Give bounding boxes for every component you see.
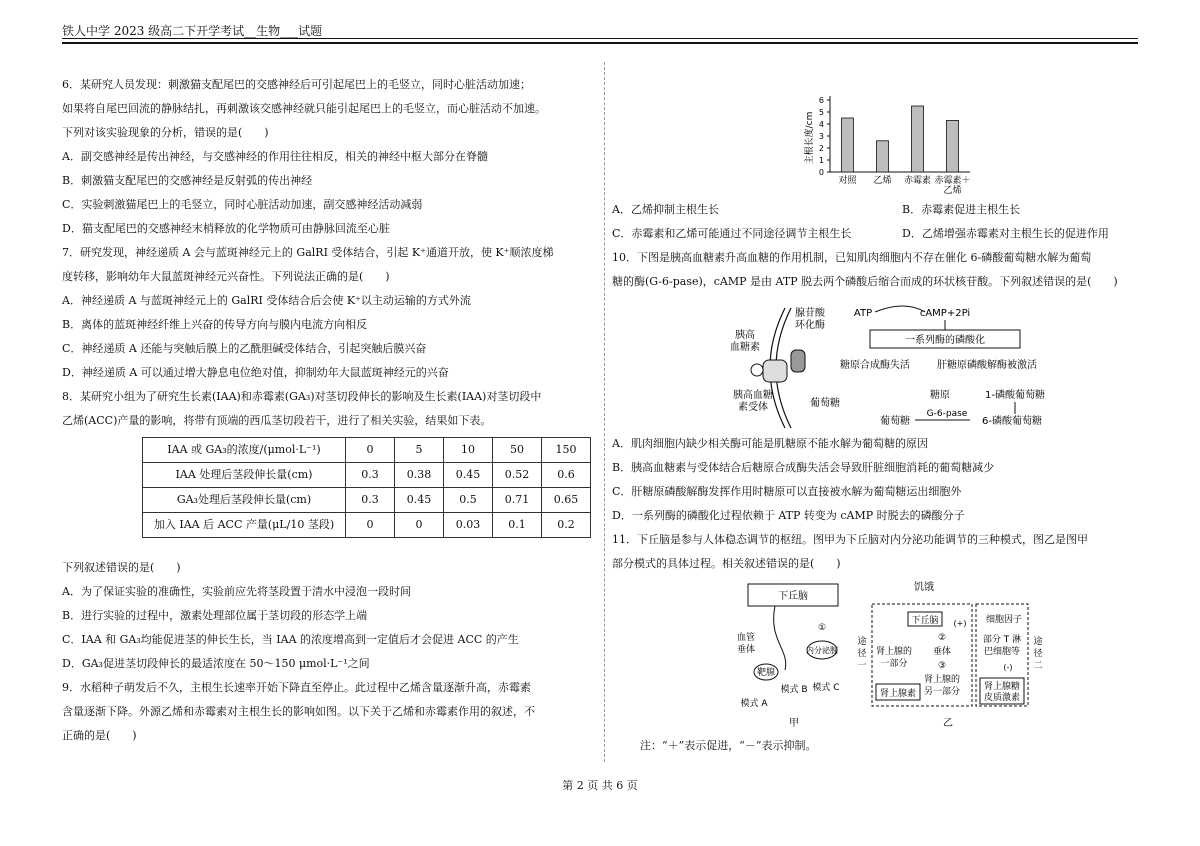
pathway-1-label: 途 xyxy=(857,637,867,647)
cascade-label: 一系列酶的磷酸化 xyxy=(905,335,985,346)
header-rule xyxy=(62,38,1138,39)
q9-option-d: D．乙烯增强赤霉素对主根生长的促进作用 xyxy=(902,227,1109,240)
q9-options-row-1 xyxy=(612,198,1132,222)
hypothalamus-label: 下丘脑 xyxy=(778,591,808,602)
q8-stem-2: 乙烯(ACC)产量的影响，将带有顶端的西瓜茎切段若干，进行了相关实验，结果如下表。 xyxy=(62,414,492,427)
q11-stem-1: 11．下丘脑是参与人体稳态调节的枢纽。图甲为下丘脑对内分泌功能调节的三种模式，图乙是图甲 xyxy=(612,533,1088,546)
mode-b-label: 模式 B xyxy=(780,685,808,695)
q6-option-a: A．副交感神经是传出神经，与交感神经的作用往往相反，相关的神经中枢大部分在脊髓 xyxy=(62,150,488,163)
plus-sign: (+) xyxy=(953,619,967,628)
table-cell: 加入 IAA 后 ACC 产量(μL/10 茎段) xyxy=(143,513,346,538)
q8-stem-1: 8．某研究小组为了研究生长素(IAA)和赤霉素(GA₃)对茎切段伸长的影响及生长素(IAA)对茎切段中 xyxy=(62,390,542,403)
vessel-label: 血管 xyxy=(736,633,756,643)
adenylate-cyclase-label: 腺苷酸 xyxy=(795,308,825,319)
adenylate-cyclase-label-2: 环化酶 xyxy=(795,320,825,331)
table-cell: 0.6 xyxy=(542,463,591,488)
receptor-label-2: 素受体 xyxy=(738,402,768,413)
table-cell: IAA 处理后茎段伸长量(cm) xyxy=(143,463,346,488)
q10-glucagon-diagram xyxy=(725,298,1055,433)
cytokine-label: 细胞因子 xyxy=(985,615,1023,625)
glucose-inside-label: 葡萄糖 xyxy=(880,416,910,427)
y-tick-label: 4 xyxy=(818,120,824,129)
table-cell: 0 xyxy=(346,438,395,463)
table-row xyxy=(143,438,591,463)
q8-data-table xyxy=(142,437,591,538)
q9-options-row-2 xyxy=(612,222,1132,246)
table-row xyxy=(143,488,591,513)
q10-stem-1: 10．下图是胰高血糖素升高血糖的作用机制，已知肌肉细胞内不存在催化 6-磷酸葡萄糖水解为葡萄 xyxy=(612,251,1092,264)
q6-stem-3: 下列对该实验现象的分析，错误的是( ) xyxy=(62,126,269,139)
q7-stem-1: 7．研究发现，神经递质 A 会与蓝斑神经元上的 GalRI 受体结合，引起 K⁺通道开放，使 K⁺顺浓度梯 xyxy=(62,246,554,259)
q8-option-c: C．IAA 和 GA₃均能促进茎的伸长生长，当 IAA 的浓度增高到一定值后才会促进 ACC 的产生 xyxy=(62,633,519,646)
q9-stem-2: 含量逐渐下降。外源乙烯和赤霉素对主根生长的影响如图。以下关于乙烯和赤霉素作用的叙述，不 xyxy=(62,705,535,718)
atp-label: ATP xyxy=(853,308,873,319)
x-tick-label: 乙烯 xyxy=(873,176,892,186)
q9-bar-chart xyxy=(790,90,990,200)
q10-option-b: B．胰高血糖素与受体结合后糖原合成酶失活会导致肝脏细胞消耗的葡萄糖减少 xyxy=(612,461,995,474)
x-ticks xyxy=(838,174,970,196)
q10-option-c: C．肝糖原磷酸解酶发挥作用时糖原可以直接被水解为葡萄糖运出细胞外 xyxy=(612,485,962,498)
hunger-label: 饥饿 xyxy=(914,582,934,593)
circled-3: ③ xyxy=(937,661,947,671)
glucose-outside-label: 葡萄糖 xyxy=(810,398,840,409)
q9-option-c: C．赤霉素和乙烯可能通过不同途径调节主根生长 xyxy=(612,227,852,240)
adrenal-2-label-2: 另一部分 xyxy=(923,687,961,697)
figure-yi-label: 乙 xyxy=(943,718,953,729)
glycogen-label: 糖原 xyxy=(930,390,950,401)
table-cell: 0.38 xyxy=(395,463,444,488)
table-cell: 0 xyxy=(395,513,444,538)
mode-a-label: 模式 A xyxy=(740,699,768,709)
cortisol-label: 肾上腺糖 xyxy=(983,682,1021,692)
mode-c-label: 模式 C xyxy=(812,683,840,693)
camp-label: cAMP+2Pi xyxy=(919,308,971,319)
x-tick-label: 赤霉素＋ xyxy=(934,176,971,186)
figure-jia-label: 甲 xyxy=(789,718,799,729)
bar xyxy=(877,141,889,172)
minus-sign: (-) xyxy=(1003,663,1013,672)
y-tick-label: 1 xyxy=(818,156,824,165)
q11-figure-yi xyxy=(856,578,1066,733)
table-cell: 50 xyxy=(493,438,542,463)
epinephrine-label: 肾上腺素 xyxy=(879,689,917,699)
glucagon-label: 胰高 xyxy=(735,330,755,341)
page-header: 铁人中学 2023 级高二下开学考试__生物___试题 xyxy=(62,24,323,38)
table-row xyxy=(143,463,591,488)
table-cell: GA₃处理后茎段伸长量(cm) xyxy=(143,488,346,513)
phosphorylase-label: 肝糖原磷酸解酶被激活 xyxy=(937,360,1037,371)
target-gland-label: 靶腺 xyxy=(756,668,776,678)
cortisol-label-2: 皮质激素 xyxy=(983,693,1021,703)
circled-1: ① xyxy=(817,623,827,633)
right-column xyxy=(612,198,1142,294)
q10-option-a: A．肌肉细胞内缺少相关酶可能是肌糖原不能水解为葡萄糖的原因 xyxy=(612,437,928,450)
q11-stem-2: 部分模式的具体过程。相关叙述错误的是( ) xyxy=(612,557,841,570)
q8-option-d: D．GA₃促进茎切段伸长的最适浓度在 50～150 μmol·L⁻¹之间 xyxy=(62,657,370,670)
t-cell-label-2: 巴细胞等 xyxy=(983,647,1021,657)
pathway-2-label-3: 二 xyxy=(1033,661,1043,671)
table-cell: 0 xyxy=(346,513,395,538)
table-cell: 0.03 xyxy=(444,513,493,538)
q6-option-d: D．猫支配尾巴的交感神经末梢释放的化学物质可由静脉回流至心脏 xyxy=(62,222,390,235)
pathway-1-label-2: 径 xyxy=(857,649,867,659)
table-cell: 0.2 xyxy=(542,513,591,538)
g6pase-label: G-6-pase xyxy=(926,409,968,419)
y-tick-label: 3 xyxy=(818,132,824,141)
y-axis-label: 主根长度/cm xyxy=(805,111,815,165)
table-cell: 10 xyxy=(444,438,493,463)
table-cell: 0.3 xyxy=(346,488,395,513)
table-cell: 0.1 xyxy=(493,513,542,538)
adrenal-1-label: 肾上腺的 xyxy=(875,647,913,657)
glucagon-label-2: 血糖素 xyxy=(730,342,760,353)
circled-2: ② xyxy=(937,633,947,643)
q8-option-b: B．进行实验的过程中，激素处理部位属于茎切段的形态学上端 xyxy=(62,609,368,622)
q7-option-a: A．神经递质 A 与蓝斑神经元上的 GalRI 受体结合后会使 K⁺以主动运输的方式外流 xyxy=(62,294,471,307)
pituitary-shape xyxy=(774,606,786,670)
q7-option-b: B．离体的蓝斑神经纤维上兴奋的传导方向与膜内电流方向相反 xyxy=(62,318,368,331)
endocrine-gland-label: 内分泌腺 xyxy=(806,646,838,655)
y-tick-label: 0 xyxy=(818,168,824,177)
adrenal-1-label-2: 一部分 xyxy=(880,659,908,669)
q10-option-d: D．一系列酶的磷酸化过程依赖于 ATP 转变为 cAMP 时脱去的磷酸分子 xyxy=(612,509,965,522)
q7-option-d: D．神经递质 A 可以通过增大静息电位绝对值，抑制幼年大鼠蓝斑神经元的兴奋 xyxy=(62,366,449,379)
g1p-label: 1-磷酸葡萄糖 xyxy=(985,390,1045,401)
q6-stem-1: 6．某研究人员发现：刺激猫支配尾巴的交感神经后可引起尾巴上的毛竖立，同时心脏活动加速； xyxy=(62,78,531,91)
q10-stem-2: 糖的酶(G-6-pase)，cAMP 是由 ATP 脱去两个磷酸后缩合而成的环状核苷酸。下列叙述错误的是( ) xyxy=(612,275,1118,288)
q6-stem-2: 如果将自尾巴回流的静脉结扎，再刺激该交感神经就只能引起尾巴上的毛竖立，而心脏活动不加速。 xyxy=(62,102,546,115)
glucagon-molecule xyxy=(751,364,763,376)
y-tick-label: 6 xyxy=(818,96,824,105)
chart-bars xyxy=(842,106,959,172)
bar xyxy=(947,120,959,172)
hypothalamus-label: 下丘脑 xyxy=(911,616,939,626)
y-tick-label: 2 xyxy=(818,144,824,153)
atp-arrow xyxy=(875,306,925,312)
q7-option-c: C．神经递质 A 还能与突触后膜上的乙酰胆碱受体结合，引起突触后膜兴奋 xyxy=(62,342,427,355)
column-divider xyxy=(604,62,605,762)
pathway-2-label: 途 xyxy=(1033,637,1043,647)
pituitary-label: 垂体 xyxy=(736,645,756,655)
table-cell: 5 xyxy=(395,438,444,463)
q7-stem-2: 度转移，影响幼年大鼠蓝斑神经元兴奋性。下列说法正确的是( ) xyxy=(62,270,390,283)
adrenal-2-label: 肾上腺的 xyxy=(923,675,961,685)
page-footer: 第 2 页 共 6 页 xyxy=(562,779,638,792)
g6p-label: 6-磷酸葡萄糖 xyxy=(982,416,1042,427)
q11-note: 注：“＋”表示促进，“－”表示抑制。 xyxy=(640,739,817,752)
pituitary-label: 垂体 xyxy=(932,647,952,657)
table-cell: IAA 或 GA₃的浓度/(μmol·L⁻¹) xyxy=(143,438,346,463)
y-ticks xyxy=(819,96,830,177)
q6-option-c: C．实验刺激猫尾巴上的毛竖立，同时心脏活动加速，副交感神经活动减弱 xyxy=(62,198,423,211)
table-cell: 0.71 xyxy=(493,488,542,513)
adenylate-cyclase-shape xyxy=(791,350,805,372)
pathway-1-label-3: 一 xyxy=(857,661,867,671)
q9-option-a: A．乙烯抑制主根生长 xyxy=(612,203,719,216)
q9-stem-1: 9．水稻种子萌发后不久，主根生长速率开始下降直至停止。此过程中乙烯含量逐渐升高，赤霉素 xyxy=(62,681,531,694)
right-column-lower xyxy=(612,432,1142,576)
x-tick-label: 对照 xyxy=(838,176,857,186)
receptor-shape xyxy=(763,360,787,382)
pathway-2-label-2: 径 xyxy=(1033,649,1043,659)
bar xyxy=(842,118,854,172)
left-column xyxy=(62,73,592,748)
q8-option-a: A．为了保证实验的准确性，实验前应先将茎段置于清水中浸泡一段时间 xyxy=(62,585,411,598)
q8-ask: 下列叙述错误的是( ) xyxy=(62,561,181,574)
table-cell: 0.3 xyxy=(346,463,395,488)
x-tick-label: 乙烯 xyxy=(943,186,962,196)
table-cell: 150 xyxy=(542,438,591,463)
bar xyxy=(912,106,924,172)
q9-stem-3: 正确的是( ) xyxy=(62,729,137,742)
table-row xyxy=(143,513,591,538)
receptor-label: 胰高血糖 xyxy=(733,390,773,401)
q6-option-b: B．刺激猫支配尾巴的交感神经是反射弧的传出神经 xyxy=(62,174,313,187)
table-cell: 0.65 xyxy=(542,488,591,513)
y-tick-label: 5 xyxy=(818,108,824,117)
table-cell: 0.52 xyxy=(493,463,542,488)
q9-option-b: B．赤霉素促进主根生长 xyxy=(902,203,1021,216)
x-tick-label: 赤霉素 xyxy=(903,176,932,186)
table-cell: 0.45 xyxy=(444,463,493,488)
glycogen-synthase-label: 糖原合成酶失活 xyxy=(840,360,910,371)
q11-figure-jia xyxy=(730,580,860,730)
table-cell: 0.45 xyxy=(395,488,444,513)
t-cell-label: 部分 T 淋 xyxy=(982,635,1022,645)
header-rule-thick xyxy=(62,42,1138,44)
table-cell: 0.5 xyxy=(444,488,493,513)
